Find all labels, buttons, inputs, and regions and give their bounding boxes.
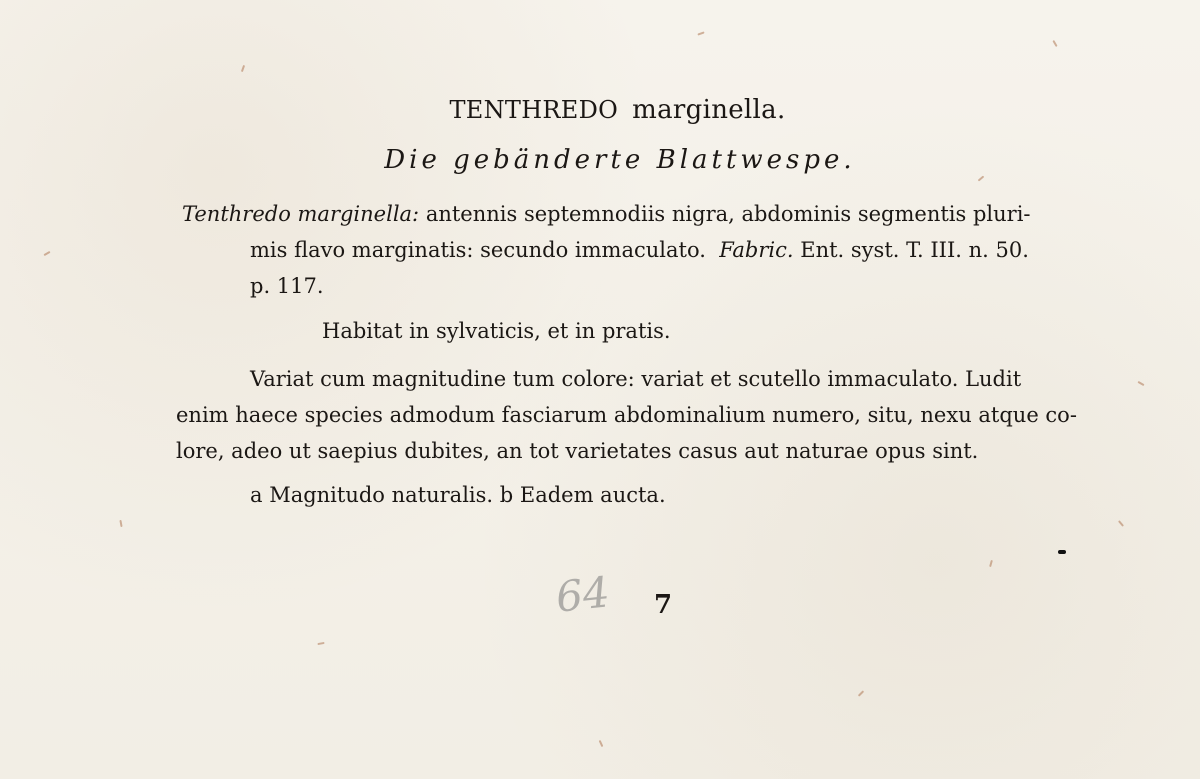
paper-fleck <box>241 65 245 72</box>
page-number: 7 <box>654 590 673 620</box>
variation-line-2: enim haece species admodum fasciarum abdominalium numero, situ, nexu atque co- <box>176 403 1077 427</box>
variation-line-3: lore, adeo ut saepius dubites, an tot varietates casus aut naturae opus sint. <box>176 439 979 463</box>
paper-fleck <box>978 175 985 181</box>
variation-paragraph <box>176 361 1077 469</box>
species-description <box>182 196 1031 304</box>
paper-fleck <box>697 31 704 35</box>
habitat-text: Habitat in sylvaticis, et in pratis. <box>322 319 671 343</box>
page-title <box>0 95 1200 125</box>
description-line-3: p. 117. <box>250 274 324 298</box>
paper-fleck <box>119 520 122 527</box>
title-genus: TENTHREDO <box>449 96 619 124</box>
paper-fleck <box>1118 520 1124 527</box>
description-line-2 <box>250 232 1031 268</box>
paper-fleck <box>1137 381 1144 386</box>
description-line-1-text: antennis septemnodiis nigra, abdominis segmentis pluri- <box>425 202 1031 226</box>
paper-fleck <box>317 642 324 645</box>
paper-fleck <box>43 251 50 256</box>
fabricius-reference: Fabric. <box>719 238 794 262</box>
reference-citation: Ent. syst. T. III. n. 50. <box>800 238 1029 262</box>
paper-fleck <box>599 740 604 747</box>
variation-line-1: Variat cum magnitudine tum colore: variat et scutello immaculato. Ludit <box>250 367 1022 391</box>
species-name: Tenthredo marginella: <box>182 202 420 226</box>
paper-fleck <box>858 690 864 696</box>
page-subtitle: Die gebänderte Blattwespe. <box>384 145 856 175</box>
figure-legend: a Magnitudo naturalis. b Eadem aucta. <box>250 483 666 507</box>
paper-fleck <box>1052 40 1057 47</box>
title-species: marginella. <box>632 95 786 125</box>
description-line-1 <box>182 196 1031 232</box>
paper-fleck <box>989 560 993 567</box>
description-line-2-text: mis flavo marginatis: secundo immaculato. <box>250 238 706 262</box>
handwritten-note: 64 <box>553 567 612 622</box>
ink-spot <box>1058 550 1066 554</box>
